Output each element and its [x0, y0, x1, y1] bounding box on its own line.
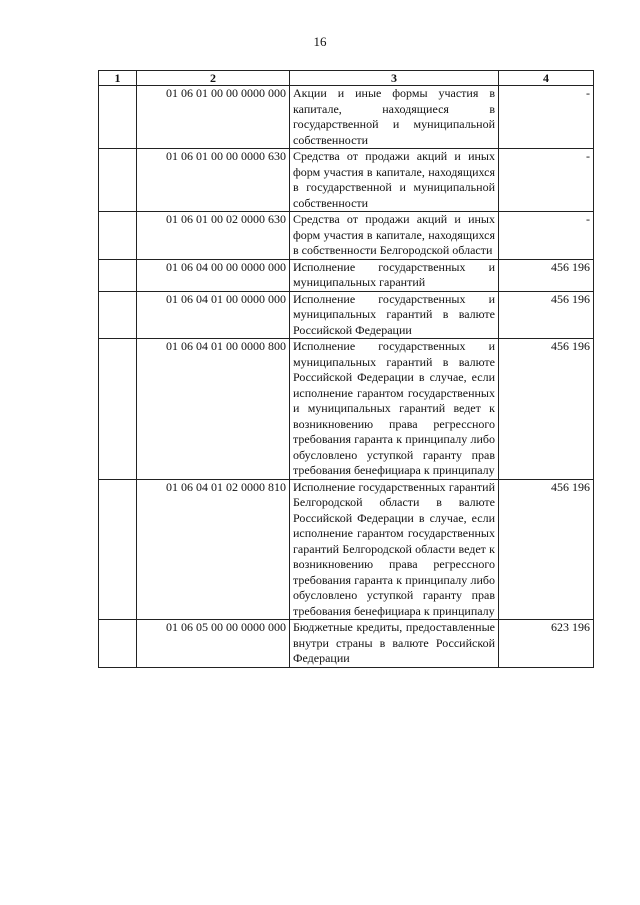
budget-code-cell: 01 06 04 01 02 0000 810 [137, 479, 290, 620]
item-name-cell: Средства от продажи акций и иных форм участия в капитале, находящихся в государственной и муниципальной собственности [290, 149, 499, 212]
amount-cell: - [499, 86, 594, 149]
table-row [99, 620, 594, 668]
row-index-cell [99, 212, 137, 260]
table-row [99, 479, 594, 620]
amount-cell: 456 196 [499, 479, 594, 620]
row-index-cell [99, 149, 137, 212]
column-header-2: 2 [137, 71, 290, 86]
item-name-cell: Средства от продажи акций и иных форм участия в капитале, находящихся в собственности Белгородской области [290, 212, 499, 260]
row-index-cell [99, 620, 137, 668]
budget-code-cell: 01 06 04 00 00 0000 000 [137, 259, 290, 291]
row-index-cell [99, 479, 137, 620]
amount-cell: 456 196 [499, 259, 594, 291]
item-name-cell: Исполнение государственных и муниципальных гарантий в валюте Российской Федерации [290, 291, 499, 339]
amount-cell: 623 196 [499, 620, 594, 668]
amount-cell: 456 196 [499, 339, 594, 480]
budget-code-cell: 01 06 01 00 02 0000 630 [137, 212, 290, 260]
row-index-cell [99, 86, 137, 149]
table-row [99, 339, 594, 480]
row-index-cell [99, 339, 137, 480]
budget-code-cell: 01 06 05 00 00 0000 000 [137, 620, 290, 668]
item-name-cell: Исполнение государственных гарантий Белгородской области в валюте Российской Федерации в случае, если исполнение гарантом государственных гарантий Белгородской области ведет к возникновению права регрессного требования гаранта к принципалу либо обусловлено уступкой гаранту прав требования бенефициара к принципалу [290, 479, 499, 620]
table-row [99, 149, 594, 212]
column-header-1: 1 [99, 71, 137, 86]
row-index-cell [99, 259, 137, 291]
amount-cell: 456 196 [499, 291, 594, 339]
table-row [99, 212, 594, 260]
item-name-cell: Бюджетные кредиты, предоставленные внутри страны в валюте Российской Федерации [290, 620, 499, 668]
table-row [99, 291, 594, 339]
item-name-cell: Исполнение государственных и муниципальных гарантий в валюте Российской Федерации в случае, если исполнение гарантом государственных и муниципальных гарантий ведет к возникновению права регрессного требования гаранта к принципалу либо обусловлено уступкой гаранту прав требования бенефициара к принципалу [290, 339, 499, 480]
budget-code-cell: 01 06 01 00 00 0000 630 [137, 149, 290, 212]
amount-cell: - [499, 149, 594, 212]
item-name-cell: Исполнение государственных и муниципальных гарантий [290, 259, 499, 291]
budget-sources-table [98, 70, 594, 668]
table-header-row [99, 71, 594, 86]
table-row [99, 86, 594, 149]
column-header-4: 4 [499, 71, 594, 86]
budget-code-cell: 01 06 01 00 00 0000 000 [137, 86, 290, 149]
column-header-3: 3 [290, 71, 499, 86]
page-number: 16 [313, 34, 327, 49]
table-row [99, 259, 594, 291]
budget-code-cell: 01 06 04 01 00 0000 800 [137, 339, 290, 480]
budget-code-cell: 01 06 04 01 00 0000 000 [137, 291, 290, 339]
amount-cell: - [499, 212, 594, 260]
row-index-cell [99, 291, 137, 339]
item-name-cell: Акции и иные формы участия в капитале, находящиеся в государственной и муниципальной собственности [290, 86, 499, 149]
